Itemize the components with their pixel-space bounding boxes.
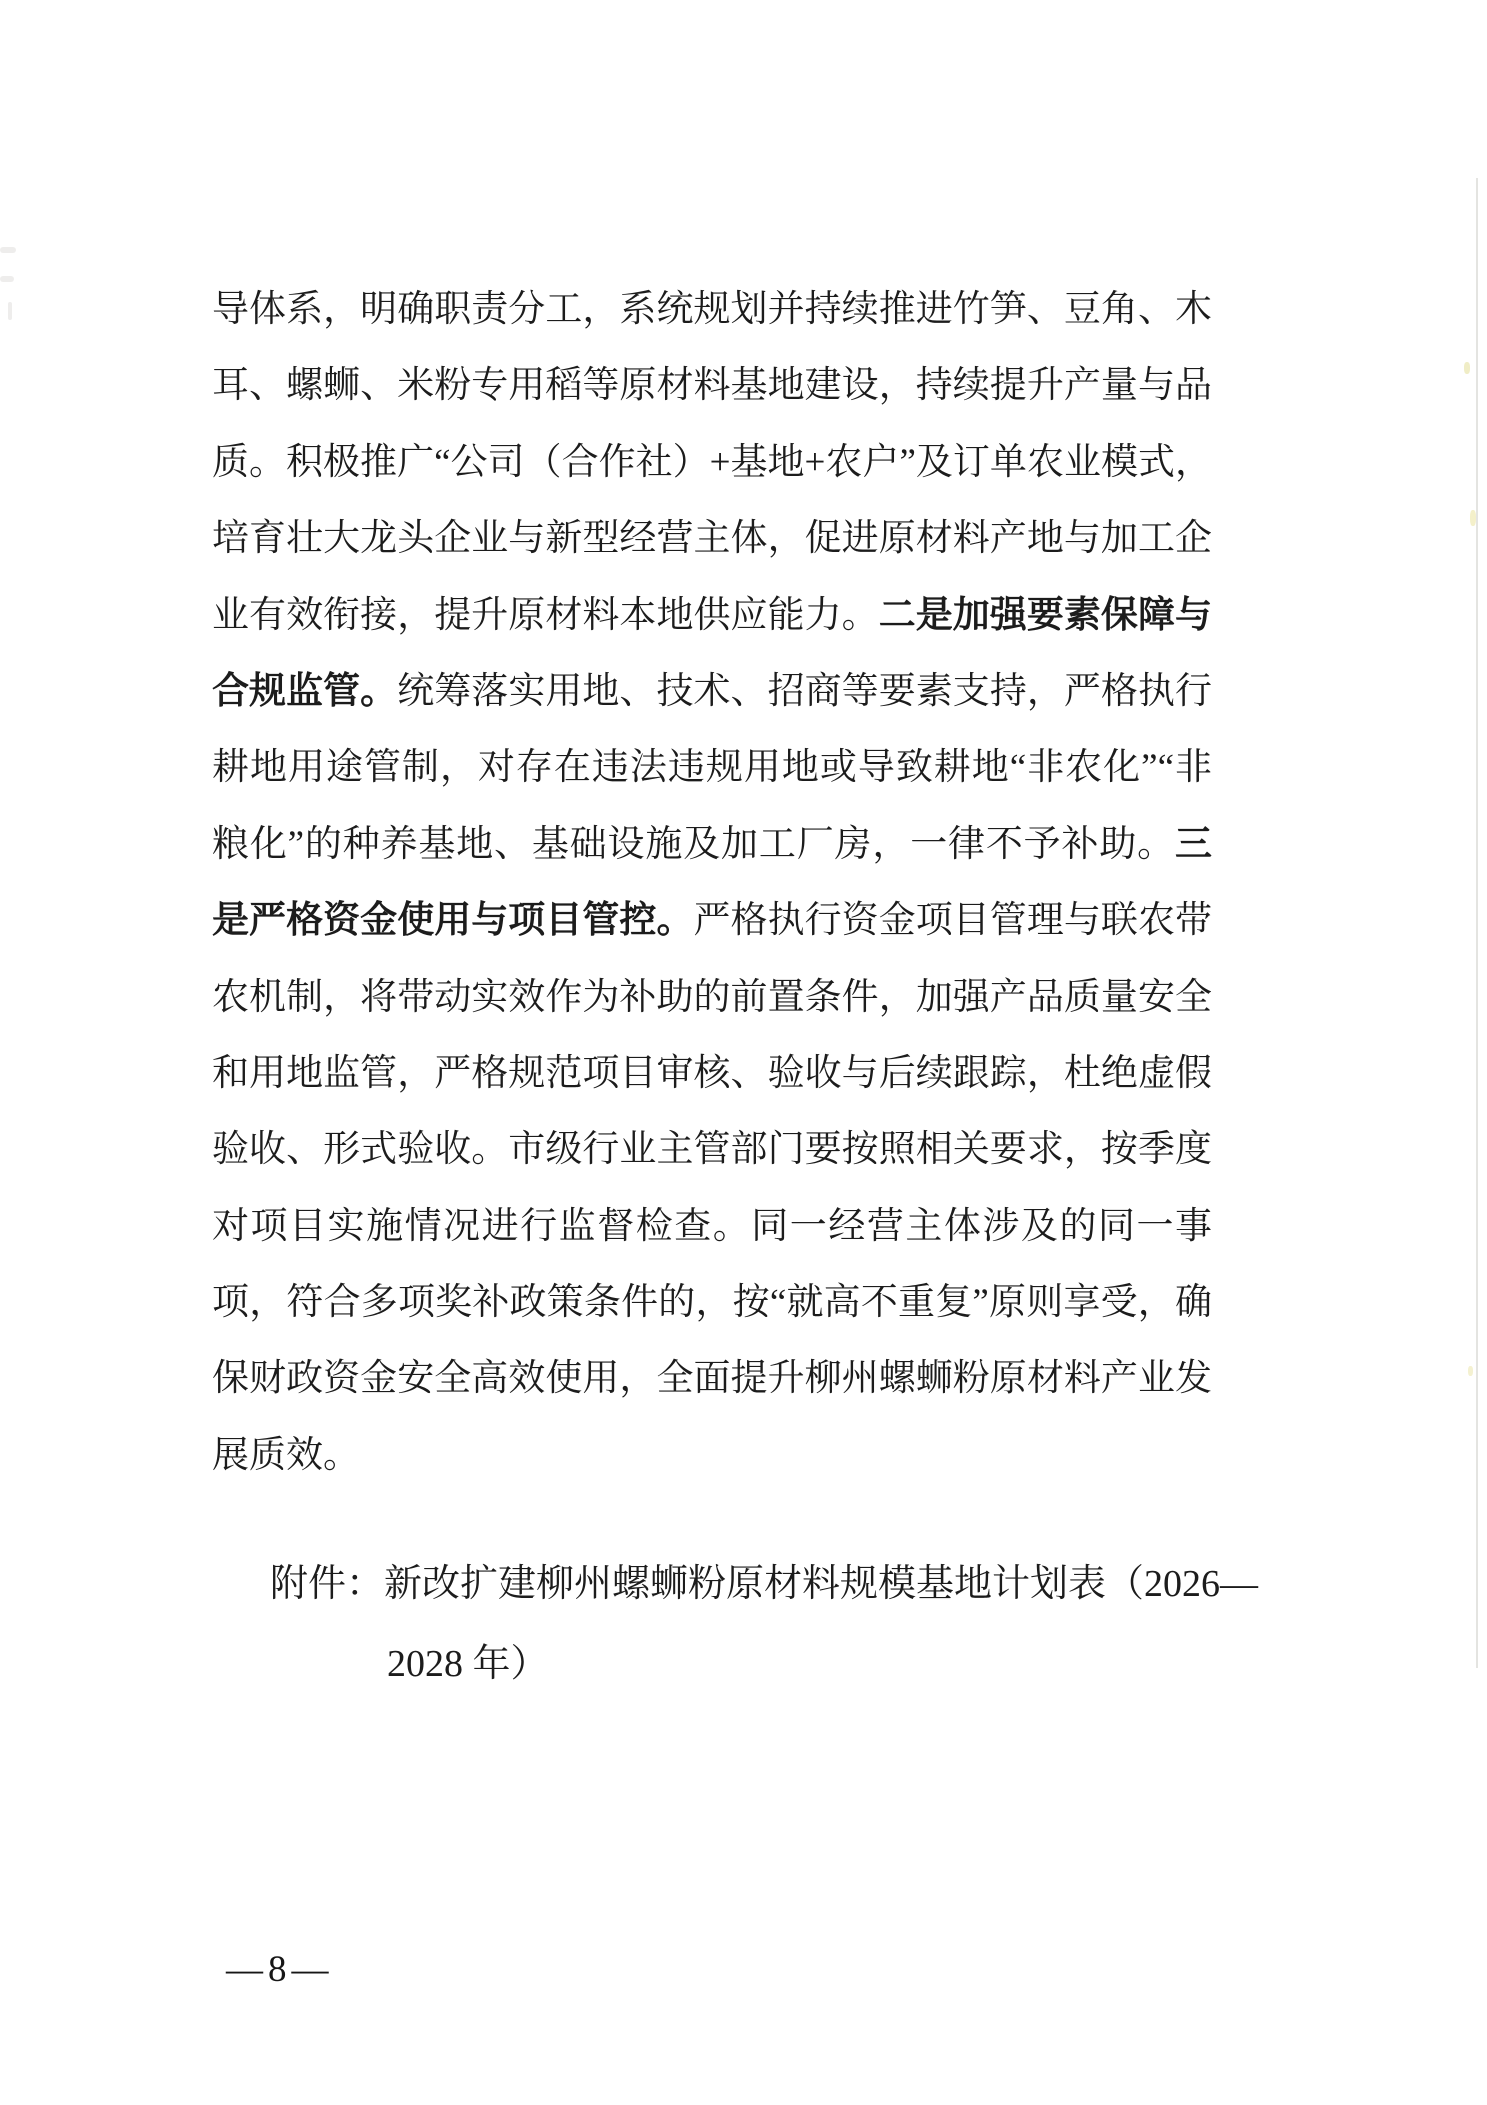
scan-speck [1464,362,1470,374]
text-segment: 项，符合多项奖补政策条件的，按“就高不重复”原则享受，确 [212,1282,1212,1324]
scan-smudge [8,302,12,320]
paragraph-line [212,348,1212,424]
attachment-label: 附件： [270,1563,385,1605]
paragraph-line [212,654,1212,730]
paragraph-line [212,425,1212,501]
text-segment-bold: 是严格资金使用与项目管控。 [212,900,694,942]
text-segment-bold: 三 [1175,823,1212,865]
attachment-line [270,1544,1258,1624]
scan-speck [1468,1366,1473,1376]
paragraph-line [212,272,1212,348]
scan-smudge [0,276,14,282]
paragraph-line [212,883,1212,959]
text-segment: 展质效。 [212,1434,360,1476]
text-segment: 农机制，将带动实效作为补助的前置条件，加强产品质量安全 [212,976,1212,1018]
text-segment: 业有效衔接，提升原材料本地供应能力。 [212,594,879,636]
paragraph-line [212,1418,1212,1494]
paragraph-line [212,807,1212,883]
text-segment: 严格执行资金项目管理与联农带 [693,900,1212,942]
paragraph-line [212,1265,1212,1341]
body-paragraph [212,272,1212,1494]
text-segment: 验收、形式验收。市级行业主管部门要按照相关要求，按季度 [212,1129,1212,1171]
text-segment: 质。积极推广“公司（合作社）+基地+农户”及订单农业模式， [212,441,1212,483]
text-segment: 对项目实施情况进行监督检查。同一经营主体涉及的同一事 [212,1205,1212,1247]
paragraph-line [212,578,1212,654]
paragraph-line [212,730,1212,806]
text-segment-bold: 合规监管。 [212,670,398,712]
text-segment: 培育壮大龙头企业与新型经营主体，促进原材料产地与加工企 [212,518,1212,560]
text-segment: 耳、螺蛳、米粉专用稻等原材料基地建设，持续提升产量与品 [212,365,1212,407]
attachment-title-continued: 2028 年） [387,1643,549,1685]
attachment-note [270,1544,1258,1704]
scan-speck [1470,510,1476,526]
text-segment: 和用地监管，严格规范项目审核、验收与后续跟踪，杜绝虚假 [212,1052,1212,1094]
paragraph-line [212,1112,1212,1188]
paragraph-line [212,1341,1212,1417]
text-segment: 耕地用途管制，对存在违法违规用地或导致耕地“非农化”“非 [212,747,1212,789]
page-number: —8— [226,1949,334,1990]
paragraph-line [212,1036,1212,1112]
text-segment: 粮化”的种养基地、基础设施及加工厂房，一律不予补助。 [212,823,1175,865]
text-segment: 统筹落实用地、技术、招商等要素支持，严格执行 [397,670,1212,712]
scan-smudge [0,247,16,253]
attachment-line [270,1624,1258,1704]
text-segment-bold: 二是加强要素保障与 [878,594,1212,636]
scan-edge-line [1476,178,1478,1668]
paragraph-line [212,1189,1212,1265]
paragraph-line [212,960,1212,1036]
attachment-title: 新改扩建柳州螺蛳粉原材料规模基地计划表（2026— [384,1563,1259,1605]
text-segment: 保财政资金安全高效使用，全面提升柳州螺蛳粉原材料产业发 [212,1358,1212,1400]
paragraph-line [212,501,1212,577]
text-segment: 导体系，明确职责分工，系统规划并持续推进竹笋、豆角、木 [212,289,1212,330]
